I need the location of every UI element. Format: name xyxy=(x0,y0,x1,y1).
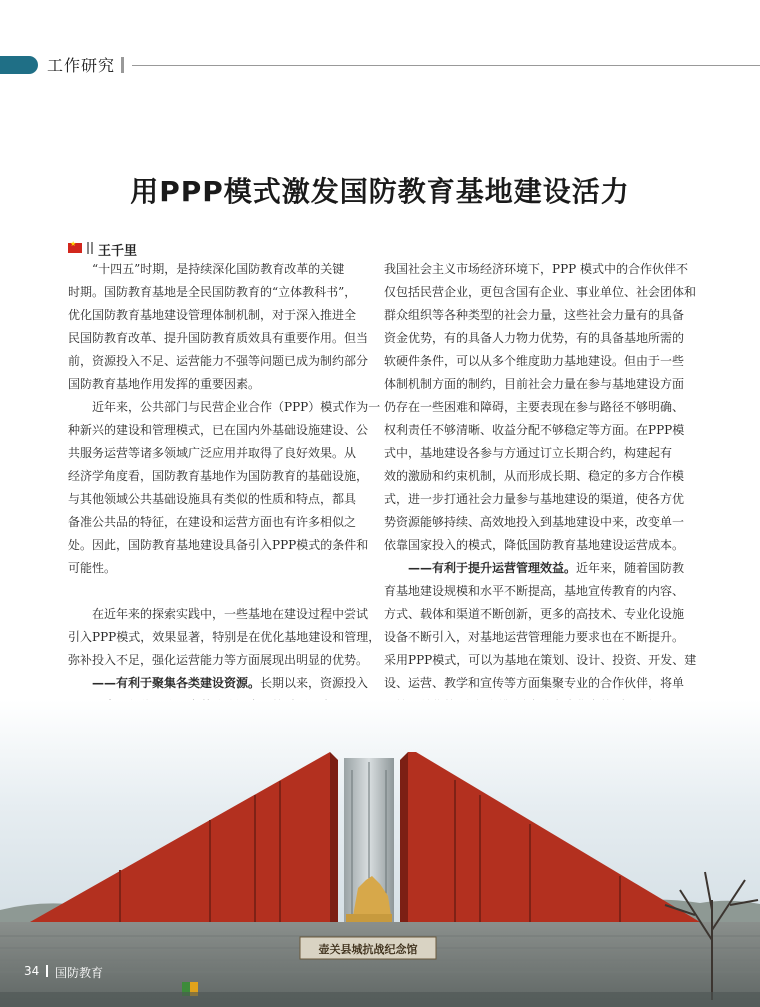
body-text: 种新兴的建设和管理模式，已在国内外基础设施建设、公 xyxy=(68,423,369,437)
body-text: 国防教育基地作用发挥的重要因素。 xyxy=(68,377,261,391)
body-text: 资金优势，有的具备人力物力优势，有的具备基地所需的 xyxy=(384,331,685,345)
body-text-line xyxy=(384,557,685,580)
body-text-line xyxy=(384,580,685,603)
body-text: 备准公共品的特征，在建设和运营方面也有许多相似之 xyxy=(68,515,357,529)
body-text-line xyxy=(68,534,369,557)
body-text: “十四五”时期，是持续深化国防教育改革的关键 xyxy=(92,262,345,276)
body-text-line xyxy=(68,557,356,580)
body-text-line xyxy=(384,396,685,419)
body-text-line xyxy=(384,327,685,350)
body-text-line xyxy=(384,373,685,396)
body-text: 设、运营、教学和宣传等方面集聚专业的合作伙伴，将单 xyxy=(384,676,685,690)
body-text: 可能性。 xyxy=(68,561,117,575)
author-separator xyxy=(87,242,89,254)
author-name: 王千里 xyxy=(98,244,138,259)
page-number: 34 xyxy=(24,964,40,978)
body-text: 权利责任不够清晰、收益分配不够稳定等方面。在PPP模 xyxy=(384,423,685,437)
body-text-line xyxy=(384,419,685,442)
body-text-line xyxy=(68,626,381,649)
body-text-line xyxy=(68,281,356,304)
body-text-line xyxy=(384,626,685,649)
body-text: 弥补投入不足，强化运营能力等方面展现出明显的优势。 xyxy=(68,653,369,667)
body-text-line xyxy=(68,350,369,373)
memorial-photo xyxy=(0,700,760,1007)
body-text-line xyxy=(68,442,356,465)
body-text: 软硬件条件，可以从多个维度助力基地建设。但由于一些 xyxy=(384,354,685,368)
section-lead: ——有利于提升运营管理效益。 xyxy=(408,561,577,575)
body-text: 群众组织等各种类型的社会力量，这些社会力量有的具备 xyxy=(384,308,685,322)
body-text-line xyxy=(68,465,369,488)
body-text: 依靠国家投入的模式，降低国防教育基地建设运营成本。 xyxy=(384,538,685,552)
body-text-line xyxy=(384,442,672,465)
body-text-line xyxy=(68,419,369,442)
body-text-line xyxy=(68,511,356,534)
body-text: 仍存在一些困难和障碍，主要表现在参与路径不够明确、 xyxy=(384,400,685,414)
body-text: 式，进一步打通社会力量参与基地建设的渠道，使各方优 xyxy=(384,492,685,506)
body-text-line xyxy=(384,534,685,557)
body-column-right xyxy=(384,258,697,764)
body-text-line xyxy=(384,350,685,373)
body-text: 体制机制方面的制约，目前社会力量在参与基地建设方面 xyxy=(384,377,685,391)
body-text: 仅包括民营企业，更包含国有企业、事业单位、社会团体和 xyxy=(384,285,697,299)
body-text: 方式、载体和渠道不断创新，更多的高技术、专业化设施 xyxy=(384,607,685,621)
body-text: 经济学角度看，国防教育基地作为国防教育的基础设施， xyxy=(68,469,369,483)
footer-separator xyxy=(46,965,48,977)
body-text-line xyxy=(68,304,356,327)
body-text-line xyxy=(384,465,685,488)
body-text: 共服务运营等诸多领域广泛应用并取得了良好效果。从 xyxy=(68,446,357,460)
memorial-hall-illustration xyxy=(0,700,760,1007)
paragraph-gap xyxy=(68,580,356,603)
section-label: 工作研究 xyxy=(47,56,116,75)
magazine-name: 国防教育 xyxy=(55,966,104,980)
body-text-line xyxy=(68,373,356,396)
section-rule xyxy=(132,65,760,66)
article-title: 用PPP模式激发国防教育基地建设活力 xyxy=(130,175,630,208)
body-text-line xyxy=(68,258,356,281)
body-text-line xyxy=(384,511,685,534)
body-text: 长期以来，资源投入 xyxy=(260,676,369,690)
body-text-line xyxy=(384,672,685,695)
body-text-line xyxy=(384,603,685,626)
body-text-line xyxy=(384,488,685,511)
body-text-line xyxy=(384,304,685,327)
section-lead: ——有利于聚集各类建设资源。 xyxy=(92,676,261,690)
body-text-line xyxy=(68,327,369,350)
body-text: 优化国防教育基地建设管理体制机制，对于深入推进全 xyxy=(68,308,357,322)
body-text: 势资源能够持续、高效地投入到基地建设中来，改变单一 xyxy=(384,515,685,529)
author-separator xyxy=(91,242,93,254)
body-text-line xyxy=(384,649,697,672)
body-text: 民国防教育改革、提升国防教育质效具有重要作用。但当 xyxy=(68,331,369,345)
body-text: 处。因此，国防教育基地建设具备引入PPP模式的条件和 xyxy=(68,538,369,552)
section-separator xyxy=(121,57,124,73)
body-text: 式中，基地建设各参与方通过订立长期合约，构建起有 xyxy=(384,446,673,460)
body-text-line xyxy=(384,258,689,281)
body-text: 在近年来的探索实践中，一些基地在建设过程中尝试 xyxy=(92,607,369,621)
body-text: 引入PPP模式，效果显著，特别是在优化基地建设和管理， xyxy=(68,630,381,644)
body-text-line xyxy=(68,396,381,419)
section-tab-marker xyxy=(0,56,38,74)
body-text-line xyxy=(68,672,369,695)
body-column-left xyxy=(68,258,381,764)
body-text: 设备不断引入，对基地运营管理能力要求也在不断提升。 xyxy=(384,630,685,644)
body-text: 我国社会主义市场经济环境下，PPP 模式中的合作伙伴不 xyxy=(384,262,689,276)
body-text: 时期。国防教育基地是全民国防教育的“立体教科书”， xyxy=(68,285,357,299)
body-text-line xyxy=(68,649,369,672)
body-text-line xyxy=(68,488,356,511)
body-text: 近年来，公共部门与民营企业合作（PPP）模式作为一 xyxy=(92,400,381,414)
body-text: 近年来，随着国防教 xyxy=(576,561,685,575)
body-text: 育基地建设规模和水平不断提高，基地宣传教育的内容、 xyxy=(384,584,685,598)
section-header xyxy=(0,52,760,80)
flag-icon: ★ xyxy=(68,243,82,253)
body-text-line xyxy=(384,281,697,304)
body-text: 与其他领域公共基础设施具有类似的性质和特点，都具 xyxy=(68,492,357,506)
body-text: 采用PPP模式，可以为基地在策划、设计、投资、开发、建 xyxy=(384,653,697,667)
body-text: 前，资源投入不足、运营能力不强等问题已成为制约部分 xyxy=(68,354,369,368)
body-text-line xyxy=(68,603,369,626)
plaque-text: 壶关县城抗战纪念馆 xyxy=(318,943,418,956)
body-text: 效的激励和约束机制，从而形成长期、稳定的多方合作模 xyxy=(384,469,685,483)
